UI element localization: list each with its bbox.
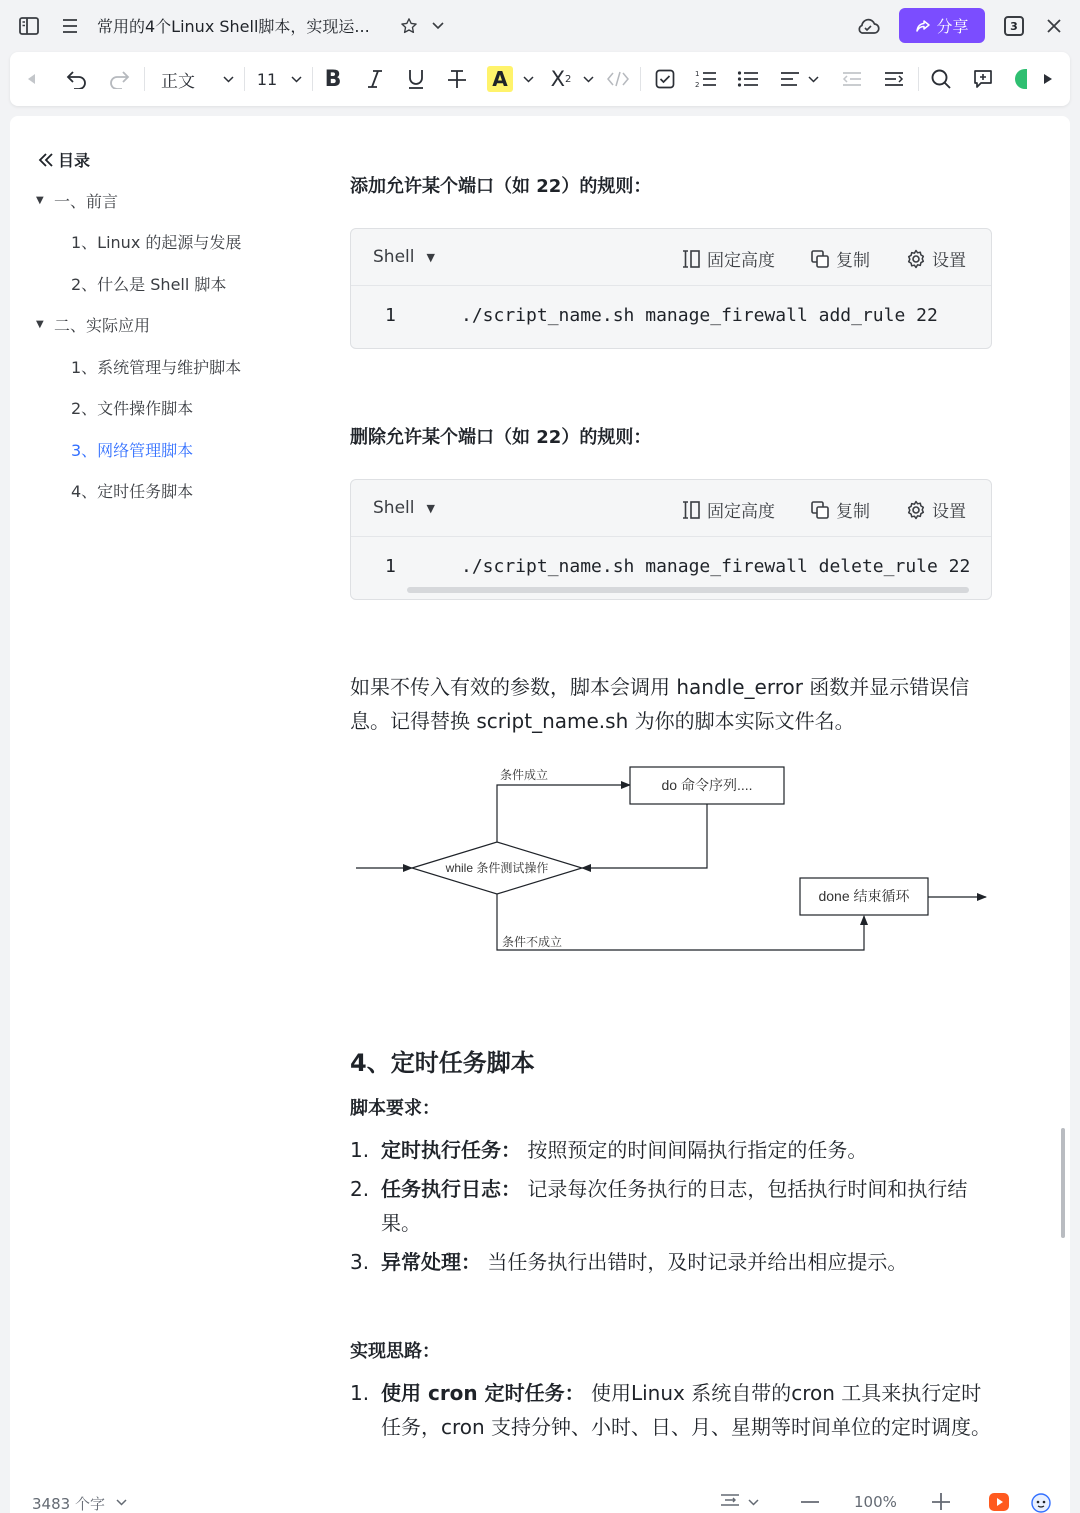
list-item-text: 使用Linux 系统自带的cron 工具来执行定时任务，cron 支持分钟、小时、日、月、星期等时间单位的定时调度。	[381, 1381, 992, 1439]
gear-icon	[906, 500, 926, 520]
do-label: do 命令序列....	[661, 777, 753, 793]
format-toolbar	[10, 52, 1070, 106]
true-label: 条件成立	[500, 768, 549, 782]
scroll-right-icon[interactable]	[1040, 52, 1056, 106]
fixed-height-icon	[681, 500, 701, 520]
toc-heading[interactable]	[38, 148, 90, 171]
list-item-bold: 使用 cron 定时任务：	[381, 1381, 585, 1405]
outdent-icon[interactable]	[840, 52, 864, 106]
false-label: 条件不成立	[502, 935, 563, 949]
chevron-down-icon[interactable]	[220, 52, 236, 106]
settings-label: 设置	[932, 251, 966, 271]
list-item	[350, 1376, 995, 1444]
line-number: 1	[385, 305, 396, 326]
code-block	[350, 228, 992, 349]
svg-text:1: 1	[695, 70, 700, 78]
align-icon[interactable]	[778, 52, 802, 106]
chevron-down-icon[interactable]	[288, 52, 304, 106]
share-label: 分享	[936, 17, 969, 36]
language-select[interactable]	[373, 498, 435, 518]
toolbar-divider	[244, 67, 245, 91]
document-title[interactable]: 常用的4个Linux Shell脚本，实现运...	[97, 17, 370, 36]
bullet-list-icon[interactable]	[736, 52, 760, 106]
fixed-height-icon	[681, 249, 701, 269]
toolbar-divider	[144, 67, 145, 91]
toc-item-system-admin[interactable]: 1、系统管理与维护脚本	[71, 358, 242, 377]
bold-icon[interactable]: B	[324, 66, 342, 92]
superscript-icon[interactable]: X 2	[550, 67, 572, 91]
fixed-height-button[interactable]	[681, 246, 775, 271]
checkbox-icon[interactable]	[653, 52, 677, 106]
list-item	[350, 1133, 995, 1167]
chevron-down-icon[interactable]	[805, 52, 821, 106]
code-content[interactable]	[351, 537, 991, 599]
list-item-text: 当任务执行出错时，及时记录并给出相应提示。	[487, 1250, 908, 1274]
settings-button[interactable]	[906, 246, 966, 271]
copy-label: 复制	[836, 251, 870, 271]
svg-text:2: 2	[695, 81, 700, 89]
toc-item-file-ops[interactable]: 2、文件操作脚本	[71, 399, 194, 418]
sidebar-toggle-icon[interactable]	[18, 16, 40, 36]
list-number: 1.	[350, 1381, 370, 1405]
toolbar-divider	[640, 67, 641, 91]
zoom-in-icon[interactable]	[930, 1488, 952, 1513]
code-line[interactable]: ./script_name.sh manage_firewall delete_rule 22	[461, 556, 971, 577]
text-color-icon[interactable]: A	[486, 52, 514, 106]
ordered-list-icon[interactable]	[694, 52, 718, 106]
gear-icon	[906, 249, 926, 269]
status-bar	[10, 1486, 1070, 1513]
toolbar-divider	[918, 67, 919, 91]
done-label: done 结束循环	[818, 888, 910, 904]
share-button[interactable]	[899, 8, 985, 43]
underline-icon[interactable]	[403, 52, 429, 106]
true-arrow	[497, 785, 630, 842]
code-block-header	[351, 229, 991, 286]
horizontal-scrollbar[interactable]	[407, 587, 969, 593]
loop-back-arrow	[582, 804, 707, 868]
share-icon	[915, 18, 931, 34]
zoom-level[interactable]: 100%	[854, 1493, 897, 1511]
list-item-text: 记录每次任务执行的日志，包括执行时间和执行结果。	[381, 1177, 968, 1235]
video-icon[interactable]	[988, 1492, 1010, 1513]
inline-code-icon[interactable]	[606, 52, 630, 106]
copy-label: 复制	[836, 502, 870, 522]
list-item-bold: 异常处理：	[381, 1250, 481, 1274]
language-label: Shell	[373, 498, 415, 518]
language-label: Shell	[373, 247, 415, 267]
chevron-down-icon[interactable]	[430, 18, 446, 34]
code-content[interactable]	[351, 286, 991, 348]
search-icon[interactable]	[928, 52, 954, 106]
list-item-bold: 定时执行任务：	[381, 1138, 521, 1162]
italic-icon[interactable]	[362, 52, 388, 106]
settings-button[interactable]	[906, 497, 966, 522]
list-item-bold: 任务执行日志：	[381, 1177, 521, 1201]
copy-button[interactable]	[810, 497, 870, 522]
chevron-down-icon[interactable]	[580, 52, 596, 106]
toc-item-preface[interactable]: 一、前言	[54, 192, 119, 211]
caret-down-icon: ▼	[426, 501, 435, 515]
indent-icon[interactable]	[882, 52, 906, 106]
copy-icon	[810, 500, 830, 520]
while-loop-flowchart	[350, 758, 1000, 958]
toc-item-what-is-shell[interactable]: 2、什么是 Shell 脚本	[71, 275, 227, 294]
redo-icon[interactable]	[106, 52, 132, 106]
toc-item-network[interactable]: 3、网络管理脚本	[71, 441, 194, 460]
line-number: 1	[385, 556, 396, 577]
scroll-left-icon[interactable]	[24, 52, 40, 106]
zoom-out-icon[interactable]	[800, 1492, 820, 1510]
chevron-down-icon[interactable]	[116, 1492, 127, 1510]
language-select[interactable]	[373, 247, 435, 267]
list-number: 1.	[350, 1138, 370, 1162]
assistant-avatar-icon[interactable]	[1030, 1490, 1052, 1513]
star-icon[interactable]	[399, 16, 419, 36]
title-bar	[0, 0, 1080, 52]
cloud-sync-icon[interactable]	[855, 14, 881, 38]
chevron-down-icon[interactable]	[748, 1492, 759, 1510]
list-item	[350, 1245, 995, 1279]
settings-label: 设置	[932, 502, 966, 522]
font-size-select[interactable]: 11	[256, 69, 278, 89]
toc-item-cron[interactable]: 4、定时任务脚本	[71, 482, 194, 501]
collapse-toc-icon[interactable]	[38, 153, 54, 167]
strikethrough-icon[interactable]	[444, 52, 470, 106]
list-number: 3.	[350, 1250, 370, 1274]
undo-icon[interactable]	[64, 52, 90, 106]
fixed-height-label: 固定高度	[707, 251, 775, 271]
copy-button[interactable]	[810, 246, 870, 271]
paragraph: 如果不传入有效的参数，脚本会调用 handle_error 函数并显示错误信息。记得替换 script_name.sh 为你的脚本实际文件名。	[350, 675, 970, 733]
close-icon[interactable]	[1044, 16, 1064, 36]
list-number: 2.	[350, 1177, 370, 1201]
chevron-down-icon[interactable]	[520, 52, 536, 106]
window-count-badge[interactable]: 3	[1004, 16, 1024, 36]
word-count[interactable]: 3483 个字	[32, 1495, 105, 1513]
section-title: 4、定时任务脚本	[350, 1049, 535, 1077]
toc-item-applications[interactable]: 二、实际应用	[54, 316, 151, 335]
toc-item-linux-origin[interactable]: 1、Linux 的起源与发展	[71, 233, 242, 252]
vertical-scrollbar[interactable]	[1061, 1128, 1065, 1238]
code-line[interactable]: ./script_name.sh manage_firewall add_rule 22	[461, 305, 938, 326]
list-item-text: 按照预定的时间间隔执行指定的任务。	[527, 1138, 868, 1162]
copy-icon	[810, 249, 830, 269]
toc-heading-label: 目录	[58, 151, 91, 170]
caret-down-icon[interactable]: ▼	[36, 195, 44, 206]
code-block-header	[351, 480, 991, 537]
caret-down-icon: ▼	[426, 250, 435, 264]
menu-icon[interactable]	[60, 16, 80, 36]
add-comment-icon[interactable]	[970, 52, 996, 106]
heading-delete-rule: 删除允许某个端口（如 22）的规则：	[350, 427, 652, 448]
while-label: while 条件测试操作	[445, 861, 549, 875]
toolbar-divider	[312, 67, 313, 91]
fixed-height-label: 固定高度	[707, 502, 775, 522]
ai-assistant-icon[interactable]	[1014, 52, 1028, 106]
code-block	[350, 479, 992, 600]
page-width-icon[interactable]	[720, 1493, 740, 1511]
paragraph-style-select[interactable]: 正文	[161, 71, 195, 92]
heading-add-rule: 添加允许某个端口（如 22）的规则：	[350, 176, 652, 197]
caret-down-icon[interactable]: ▼	[36, 319, 44, 330]
requirements-title: 脚本要求：	[350, 1098, 440, 1119]
fixed-height-button[interactable]	[681, 497, 775, 522]
approach-title: 实现思路：	[350, 1341, 440, 1362]
list-item	[350, 1172, 995, 1240]
